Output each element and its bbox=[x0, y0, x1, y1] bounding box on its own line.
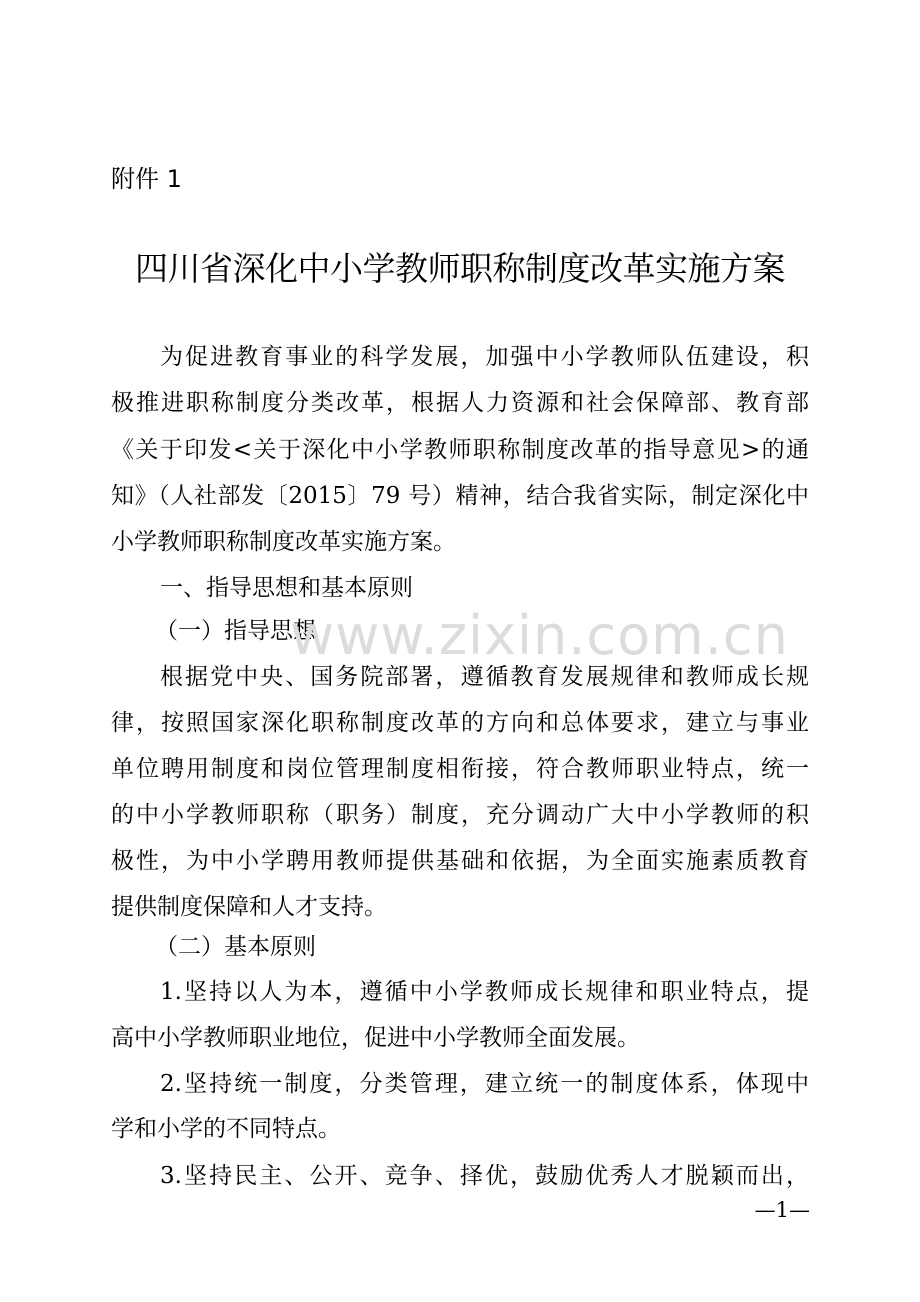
paragraph-line: 1.坚持以人为本，遵循中小学教师成长规律和职业特点，提 bbox=[160, 979, 809, 1005]
paragraph-line: 提供制度保障和人才支持。 bbox=[111, 894, 387, 920]
watermark: www.zixin.com.cn bbox=[290, 604, 789, 667]
paragraph-line: 极性，为中小学聘用教师提供基础和依据，为全面实施素质教育 bbox=[111, 848, 809, 874]
paragraph-line: 《关于印发<关于深化中小学教师职称制度改革的指导意见>的通 bbox=[111, 437, 809, 463]
paragraph-line: 为促进教育事业的科学发展，加强中小学教师队伍建设，积 bbox=[160, 344, 809, 370]
paragraph-line: 3.坚持民主、公开、竞争、择优，鼓励优秀人才脱颖而出， bbox=[160, 1163, 809, 1189]
paragraph-line: 小学教师职称制度改革实施方案。 bbox=[111, 529, 456, 555]
page-number: —1— bbox=[754, 1198, 810, 1222]
paragraph-line: 根据党中央、国务院部署，遵循教育发展规律和教师成长规 bbox=[160, 664, 809, 690]
paragraph-line: 2.坚持统一制度，分类管理，建立统一的制度体系，体现中 bbox=[160, 1071, 809, 1097]
subsection-heading: （一）指导思想 bbox=[155, 618, 316, 644]
attachment-label: 附件 1 bbox=[111, 165, 182, 193]
paragraph-line: 的中小学教师职称（职务）制度，充分调动广大中小学教师的积 bbox=[111, 802, 809, 828]
paragraph-line: 高中小学教师职业地位，促进中小学教师全面发展。 bbox=[111, 1025, 640, 1051]
paragraph-line: 知》（人社部发〔2015〕79 号）精神，结合我省实际，制定深化中 bbox=[111, 483, 809, 509]
section-heading: 一、指导思想和基本原则 bbox=[160, 575, 413, 601]
paragraph-line: 极推进职称制度分类改革，根据人力资源和社会保障部、教育部 bbox=[111, 390, 809, 416]
paragraph-line: 学和小学的不同特点。 bbox=[111, 1116, 341, 1142]
document-title: 四川省深化中小学教师职称制度改革实施方案 bbox=[135, 249, 785, 288]
paragraph-line: 单位聘用制度和岗位管理制度相衔接，符合教师职业特点，统一 bbox=[111, 756, 809, 782]
subsection-heading: （二）基本原则 bbox=[155, 934, 316, 960]
paragraph-line: 律，按照国家深化职称制度改革的方向和总体要求，建立与事业 bbox=[111, 710, 809, 736]
